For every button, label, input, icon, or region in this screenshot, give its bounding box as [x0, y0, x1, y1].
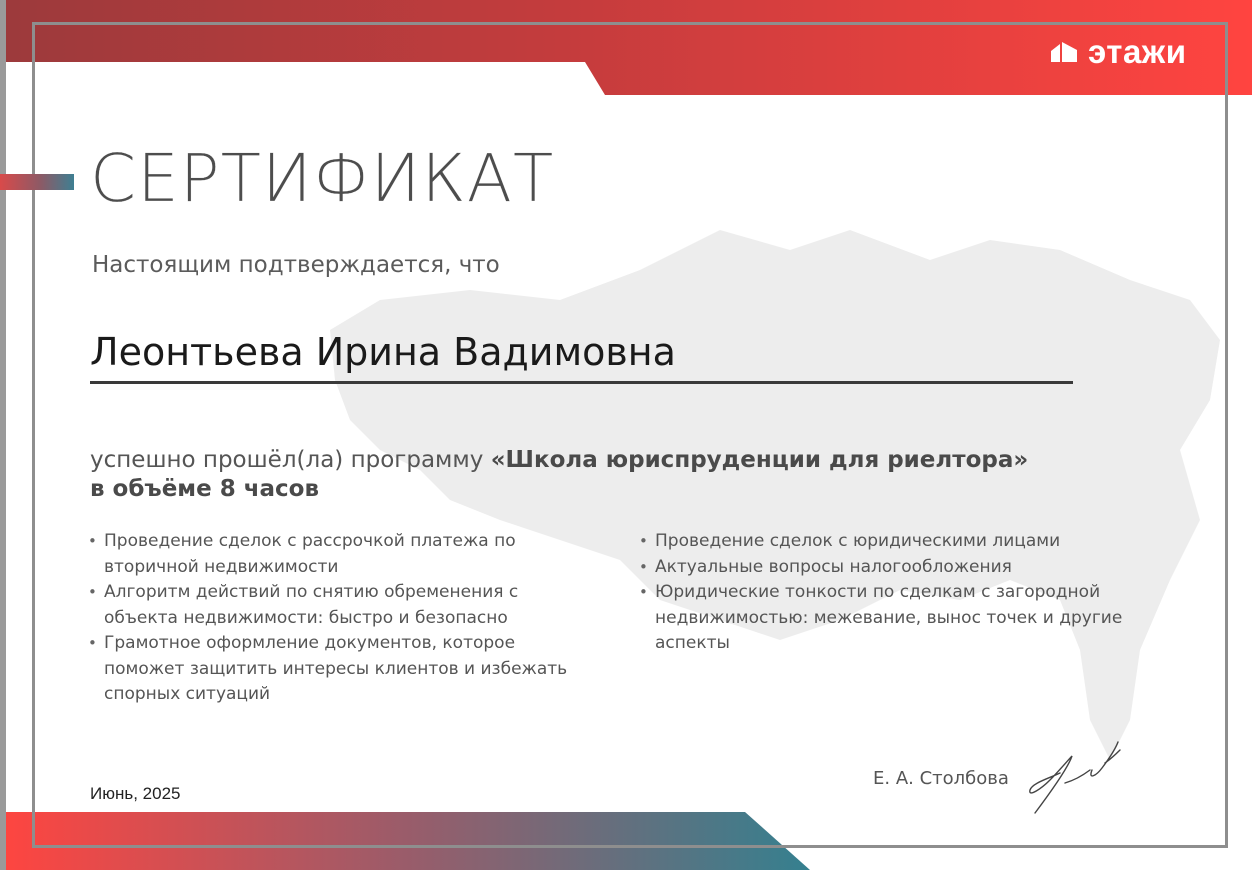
brand-logo — [1050, 30, 1187, 74]
list-item: • Проведение сделок с рассрочкой платежа по вторичной недвижимости — [88, 529, 568, 580]
name-underline — [90, 381, 1073, 384]
intro-text: Настоящим подтверждается, что — [92, 252, 500, 278]
program-statement — [90, 446, 1120, 504]
topics-list-left — [88, 529, 568, 708]
list-item: • Грамотное оформление документов, которое поможет защитить интересы клиентов и избежать спорных ситуаций — [88, 631, 568, 708]
title-accent-bar — [0, 174, 74, 190]
program-prefix: успешно прошёл(ла) программу — [90, 447, 491, 473]
logo-text: этажи — [1088, 33, 1187, 70]
list-item: • Проведение сделок с юридическими лицами — [639, 529, 1139, 555]
list-item: • Алгоритм действий по снятию обременения с объекта недвижимости: быстро и безопасно — [88, 580, 568, 631]
certificate-title: СЕРТИФИКАТ — [90, 140, 555, 217]
building-icon — [1050, 41, 1078, 63]
signature-image — [1020, 728, 1130, 818]
issue-date: Июнь, 2025 — [90, 784, 181, 803]
program-name: «Школа юриспруденции для риелтора» — [490, 447, 1029, 473]
list-item: • Юридические тонкости по сделкам с загородной недвижимостью: межевание, вынос точек и другие аспекты — [639, 580, 1139, 657]
topics-list-right — [639, 529, 1139, 657]
left-edge-stripe — [0, 0, 6, 870]
recipient-name: Леонтьева Ирина Вадимовна — [90, 330, 676, 374]
signer-name: Е. А. Столбова — [873, 768, 1009, 789]
program-volume: в объёме 8 часов — [90, 476, 320, 502]
list-item: • Актуальные вопросы налогообложения — [639, 555, 1139, 581]
